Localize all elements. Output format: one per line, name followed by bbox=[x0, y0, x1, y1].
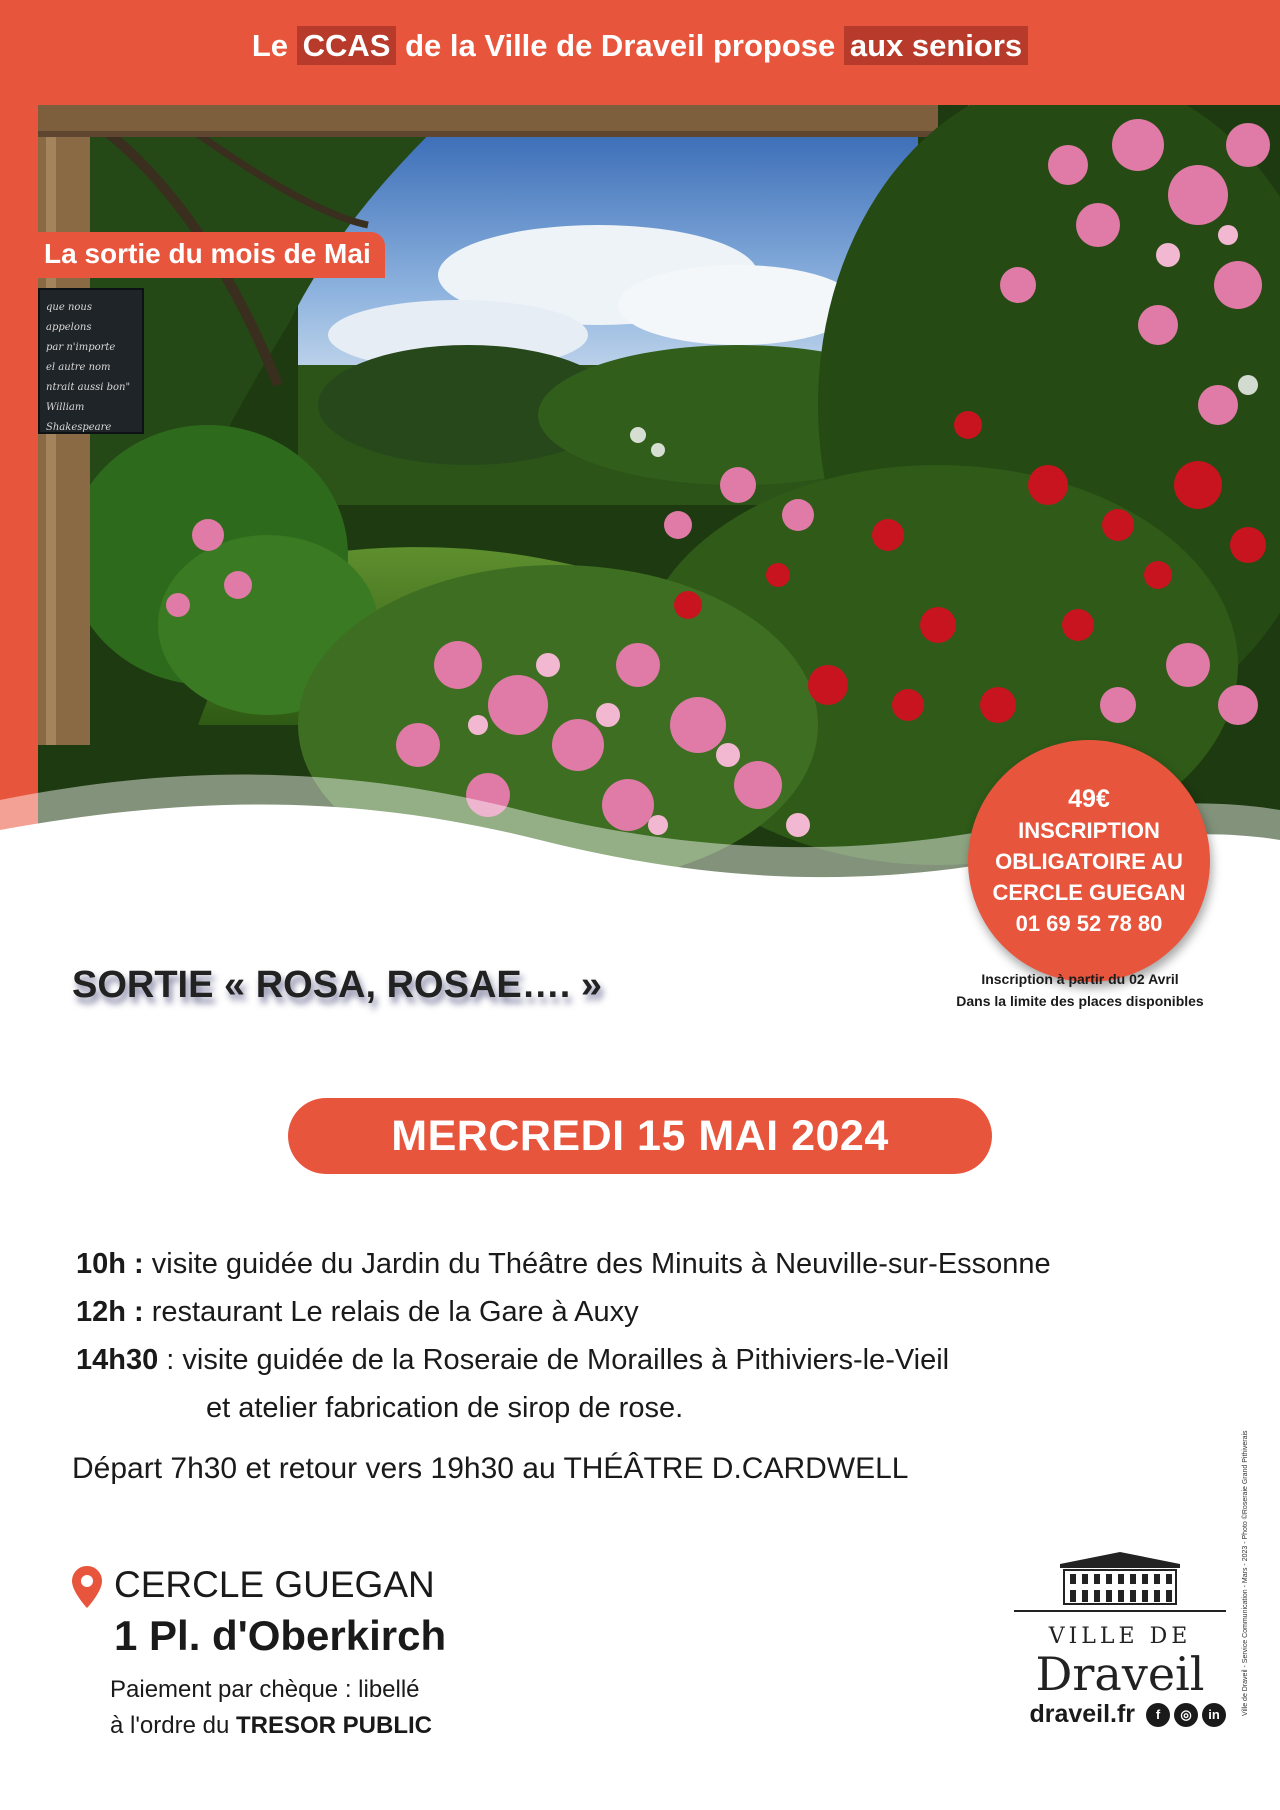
logo-draveil: Draveil bbox=[1035, 1647, 1205, 1701]
sign-line: William Shakespeare bbox=[46, 402, 112, 433]
town-hall-icon bbox=[1014, 1550, 1226, 1616]
quote-sign bbox=[38, 288, 144, 434]
sign-line: que nous appelons bbox=[46, 302, 92, 333]
month-tag: La sortie du mois de Mai bbox=[36, 232, 385, 278]
instagram-icon[interactable]: ◎ bbox=[1174, 1703, 1198, 1727]
linkedin-icon[interactable]: in bbox=[1202, 1703, 1226, 1727]
inscription-note bbox=[930, 968, 1230, 1012]
program-item bbox=[76, 1240, 1216, 1288]
header-text-start: Le bbox=[251, 28, 297, 63]
website-row bbox=[1014, 1700, 1226, 1729]
payment-payee: TRESOR PUBLIC bbox=[236, 1712, 433, 1739]
location-pin-icon bbox=[72, 1566, 102, 1608]
badge-line: OBLIGATOIRE AU bbox=[995, 848, 1183, 874]
program-text: visite guidée du Jardin du Théâtre des Minuits à Neuville-sur-Essonne bbox=[143, 1248, 1051, 1280]
program-item bbox=[76, 1336, 1216, 1384]
sign-line: el autre nom bbox=[46, 362, 111, 373]
header-banner bbox=[0, 28, 1280, 64]
logo-ville-de: VILLE DE bbox=[1048, 1624, 1192, 1649]
draveil-logo bbox=[1014, 1550, 1226, 1728]
payment-line: Paiement par chèque : libellé bbox=[110, 1676, 420, 1703]
price: 49€ bbox=[1068, 784, 1110, 813]
venue-address: 1 Pl. d'Oberkirch bbox=[114, 1612, 447, 1659]
event-date: MERCREDI 15 MAI 2024 bbox=[288, 1098, 992, 1174]
program-time: 14h30 bbox=[76, 1344, 159, 1376]
header-text-middle: de la Ville de Draveil propose bbox=[396, 28, 844, 63]
program-text: : visite guidée de la Roseraie de Morailles à Pithiviers-le-Vieil bbox=[158, 1344, 950, 1376]
header-highlight: aux seniors bbox=[844, 26, 1028, 65]
program-list bbox=[76, 1240, 1216, 1432]
badge-phone: 01 69 52 78 80 bbox=[1015, 910, 1163, 936]
program-time: 12h : bbox=[76, 1296, 144, 1328]
website-link[interactable]: draveil.fr bbox=[1029, 1700, 1136, 1728]
badge-line: INSCRIPTION bbox=[1018, 817, 1160, 843]
price-badge bbox=[968, 740, 1210, 982]
badge-line: CERCLE GUEGAN bbox=[992, 879, 1186, 905]
program-continuation: et atelier fabrication de sirop de rose. bbox=[206, 1392, 684, 1424]
sortie-title: SORTIE « ROSA, ROSAE…. » bbox=[72, 964, 602, 1006]
inscription-note-line: Dans la limite des places disponibles bbox=[956, 993, 1204, 1009]
departure-info: Départ 7h30 et retour vers 19h30 au THÉÂTRE D.CARDWELL bbox=[72, 1452, 909, 1485]
venue-name: CERCLE GUEGAN bbox=[114, 1564, 435, 1605]
payment-prefix: à l'ordre du bbox=[110, 1712, 236, 1739]
inscription-note-line: Inscription à partir du 02 Avril bbox=[981, 971, 1179, 987]
header-ccas: CCAS bbox=[297, 26, 397, 65]
program-time: 10h : bbox=[76, 1248, 144, 1280]
facebook-icon[interactable]: f bbox=[1146, 1703, 1170, 1727]
payment-info bbox=[110, 1672, 432, 1744]
program-text: restaurant Le relais de la Gare à Auxy bbox=[143, 1296, 639, 1328]
program-item bbox=[76, 1288, 1216, 1336]
photo-credit: Ville de Draveil - Service Communication - Mars - 2023 - Photo ©Roseraie Grand Pithiverais bbox=[1242, 1430, 1249, 1716]
sign-line: ntrait aussi bon" bbox=[46, 382, 131, 393]
sign-line: par n'importe bbox=[46, 342, 116, 353]
payment-line bbox=[110, 1708, 432, 1744]
